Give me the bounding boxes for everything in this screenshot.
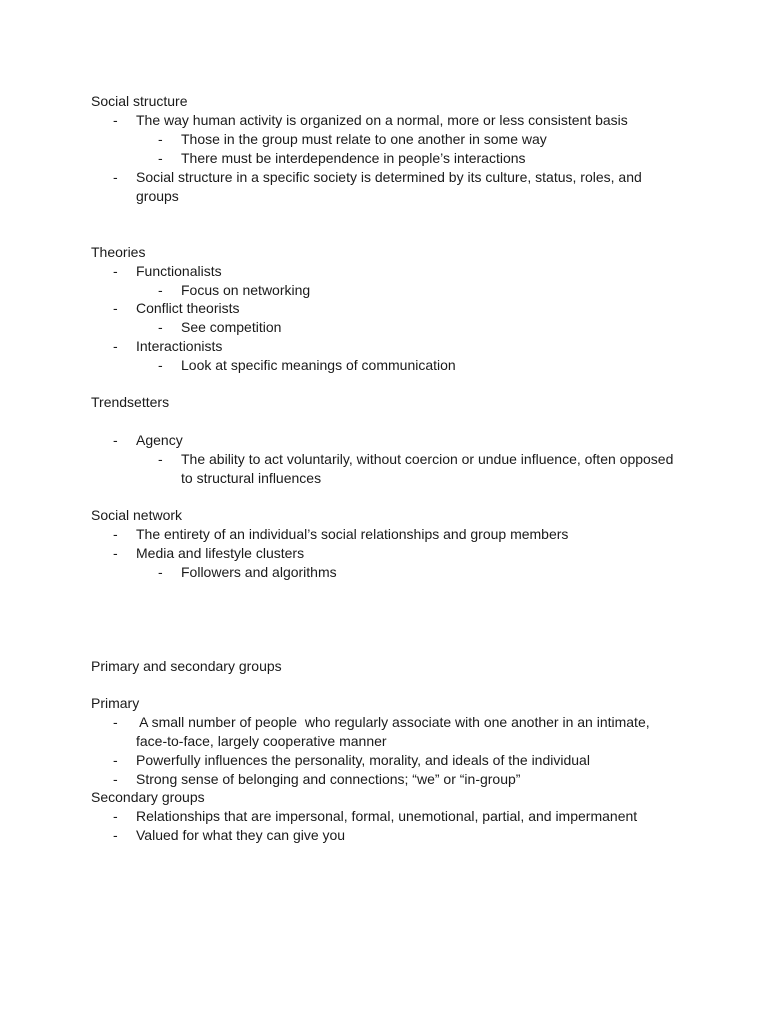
list-item: Powerfully influences the personality, morality, and ideals of the individual — [136, 752, 590, 768]
list-item: Relationships that are impersonal, formal, unemotional, partial, and impermanent — [136, 808, 638, 824]
list-item: A small number of people who regularly associate with one another in an intimate, — [136, 714, 650, 730]
list-item-continuation: to structural influences — [181, 470, 322, 486]
list-item: Social structure in a specific society is determined by its culture, status, roles, and — [136, 169, 642, 185]
bullet-dash: - — [158, 150, 163, 166]
list-item: Strong sense of belonging and connections; “we” or “in-group” — [136, 771, 521, 787]
list-item: The entirety of an individual’s social relationships and group members — [136, 526, 569, 542]
list-item: Media and lifestyle clusters — [136, 545, 305, 561]
bullet-dash: - — [158, 564, 163, 580]
bullet-dash: - — [158, 357, 163, 373]
list-item: There must be interdependence in people’s interactions — [181, 150, 526, 166]
list-item: Look at specific meanings of communication — [181, 357, 456, 373]
bullet-dash: - — [113, 169, 118, 185]
heading-social-structure: Social structure — [91, 93, 188, 109]
list-item: Agency — [136, 432, 183, 448]
list-item-continuation: groups — [136, 188, 179, 204]
bullet-dash: - — [158, 282, 163, 298]
bullet-dash: - — [113, 714, 118, 730]
heading-primary-secondary-groups: Primary and secondary groups — [91, 658, 282, 674]
list-item: Valued for what they can give you — [136, 827, 346, 843]
list-item-continuation: face-to-face, largely cooperative manner — [136, 733, 387, 749]
bullet-dash: - — [113, 808, 118, 824]
list-item: The ability to act voluntarily, without coercion or undue influence, often opposed — [181, 451, 674, 467]
bullet-dash: - — [113, 338, 118, 354]
bullet-dash: - — [113, 752, 118, 768]
heading-primary: Primary — [91, 695, 140, 711]
heading-social-network: Social network — [91, 507, 183, 523]
bullet-dash: - — [113, 263, 118, 279]
list-item: The way human activity is organized on a normal, more or less consistent basis — [136, 112, 628, 128]
list-item: Followers and algorithms — [181, 564, 337, 580]
bullet-dash: - — [113, 432, 118, 448]
list-item: Functionalists — [136, 263, 222, 279]
list-item: Those in the group must relate to one another in some way — [181, 131, 547, 147]
heading-trendsetters: Trendsetters — [91, 394, 170, 410]
list-item: See competition — [181, 319, 282, 335]
list-item: Focus on networking — [181, 282, 311, 298]
bullet-dash: - — [158, 319, 163, 335]
bullet-dash: - — [113, 827, 118, 843]
list-item: Interactionists — [136, 338, 223, 354]
bullet-dash: - — [158, 451, 163, 467]
bullet-dash: - — [113, 545, 118, 561]
bullet-dash: - — [158, 131, 163, 147]
bullet-dash: - — [113, 300, 118, 316]
bullet-dash: - — [113, 771, 118, 787]
bullet-dash: - — [113, 526, 118, 542]
heading-secondary-groups: Secondary groups — [91, 789, 205, 805]
bullet-dash: - — [113, 112, 118, 128]
list-item: Conflict theorists — [136, 300, 240, 316]
heading-theories: Theories — [91, 244, 146, 260]
